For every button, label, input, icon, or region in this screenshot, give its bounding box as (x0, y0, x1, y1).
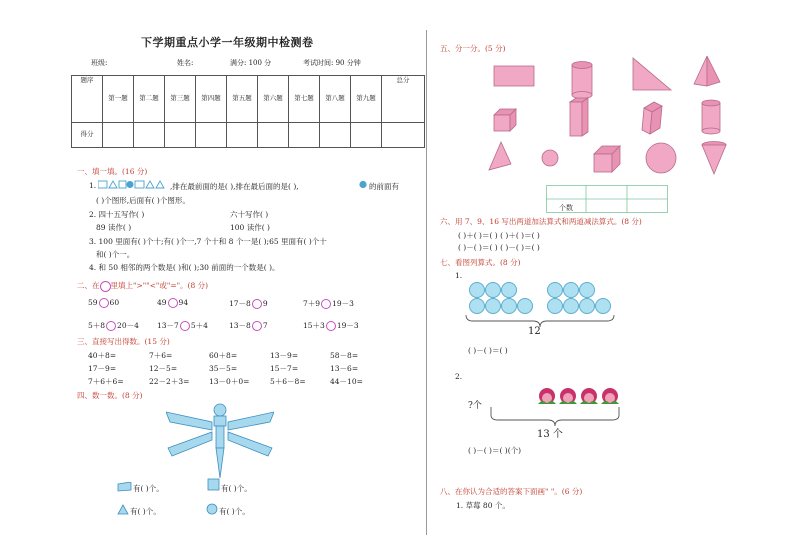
compare-left: 15＋3 (303, 321, 325, 330)
s7-q2-number: 2. (455, 372, 463, 381)
s7-question-count: ?个 (468, 401, 482, 411)
score-cell[interactable] (103, 123, 134, 148)
count-table-label: 个数 (559, 204, 573, 212)
circle-counter-icon (547, 282, 563, 298)
full-score-label: 满分: 100 分 (230, 59, 272, 67)
compare-left: 5＋8 (88, 321, 106, 330)
section-4-title: 四、数一数。(8 分) (77, 391, 143, 400)
class-label: 班级: (91, 59, 108, 67)
section-3-title: 三、直接写出得数。(15 分) (77, 337, 170, 346)
score-cell[interactable] (320, 123, 351, 148)
cuboid-shape (592, 142, 622, 174)
s8-q1: 1. 草莓 80 个。 (456, 501, 510, 510)
s7-total-13: 13 个 (537, 429, 563, 440)
compare-item (303, 320, 359, 331)
circle-counter-icon (485, 298, 501, 314)
dragonfly-figure (166, 402, 274, 480)
compare-right: 5＋4 (190, 321, 208, 330)
pyramid-shape (692, 54, 722, 88)
q1-text: ,排在最前面的是( ),排在最后面的是( ), (170, 182, 299, 191)
score-header: 第二题 (134, 76, 165, 123)
score-header: 第九题 (351, 76, 382, 123)
compare-item (157, 298, 188, 308)
compare-circle-icon[interactable] (106, 321, 116, 331)
s7-q1-number: 1. (455, 271, 463, 280)
q2-text-c: 89 读作( ) (96, 223, 132, 232)
q1-text-line2: ( )个图形,后面有( )个图形。 (96, 196, 190, 205)
score-header: 第七题 (289, 76, 320, 123)
score-cell[interactable] (134, 123, 165, 148)
compare-left: 13－8 (229, 321, 251, 330)
score-row-label: 得分 (72, 123, 103, 148)
name-label: 姓名: (177, 59, 194, 67)
q2-text-a: 2. 四十五写作( ) (89, 210, 145, 219)
q3-text-line2: 和( )个一。 (96, 250, 135, 259)
exam-time-label: 考试时间: 90 分钟 (303, 59, 361, 67)
score-cell[interactable] (289, 123, 320, 148)
q2-text-b: 六十写作( ) (230, 210, 269, 219)
circle-counter-icon (485, 282, 501, 298)
shape-sequence-icon (98, 180, 170, 190)
compare-circle-icon[interactable] (99, 298, 109, 308)
triangle-icon (117, 504, 129, 515)
section-8-title: 八、在你认为合适的答案下面画" "。(6 分) (440, 487, 583, 496)
compare-item (303, 298, 354, 309)
circle-counter-icon (563, 298, 579, 314)
score-cell[interactable] (382, 123, 425, 148)
circle-counter-icon (501, 298, 517, 314)
compare-circle-icon[interactable] (168, 298, 178, 308)
circle-counter-icon (579, 282, 595, 298)
compare-right: 19－3 (332, 299, 354, 308)
score-header: 总分 (382, 76, 425, 123)
column-divider (426, 30, 427, 535)
calc-item: 44－10= (330, 377, 363, 386)
score-table-header-row (72, 76, 425, 123)
circle-counter-icon (579, 298, 595, 314)
page-title: 下学期重点小学一年级期中检测卷 (141, 36, 314, 49)
compare-left: 17－8 (229, 299, 251, 308)
score-cell[interactable] (165, 123, 196, 148)
cube-shape (492, 107, 518, 133)
parallelogram-icon (117, 482, 132, 492)
tall-cuboid-shape (568, 96, 590, 138)
circle-counter-icon (595, 298, 611, 314)
s7-eq1: ( )－( )＝( ) (468, 346, 508, 355)
compare-circle-icon[interactable] (326, 321, 336, 331)
compare-right: 7 (262, 321, 268, 330)
calc-item: 13－9= (270, 351, 299, 360)
s7-eq2: ( )－( )＝( )(个) (468, 446, 522, 455)
score-header: 题序 (72, 76, 103, 123)
score-header: 第五题 (227, 76, 258, 123)
q2-text-d: 100 读作( ) (230, 223, 270, 232)
cone-shape (700, 140, 728, 176)
compare-circle-icon[interactable] (180, 321, 190, 331)
section-2-title: 二、在 里填上">""<"或"="。(8 分) (77, 281, 209, 290)
calc-item: 22－2＋3= (149, 377, 190, 386)
compare-right: 94 (178, 298, 189, 307)
compare-circle-icon[interactable] (321, 299, 331, 309)
compare-item (229, 320, 268, 331)
calc-item: 7＋6＋6= (88, 377, 124, 386)
rectangle-shape (493, 65, 535, 87)
compare-item (88, 298, 119, 308)
score-header: 第三题 (165, 76, 196, 123)
compare-left: 13－7 (157, 321, 179, 330)
q1-text-end: 的前面有 (369, 182, 399, 191)
calc-item: 58－8= (330, 351, 359, 360)
count-square: 有( )个。 (221, 484, 252, 493)
large-circle-shape (645, 142, 677, 174)
s6-subtraction-line: ( )－( )＝( ) ( )－( )＝( ) (458, 243, 540, 252)
compare-left: 59 (88, 298, 98, 307)
score-table-score-row (72, 123, 425, 148)
circle-counter-icon (469, 282, 485, 298)
q1-number: 1. (89, 181, 97, 190)
count-circle: 有( )个。 (219, 507, 250, 516)
compare-circle-icon[interactable] (252, 299, 262, 309)
compare-circle-icon[interactable] (252, 321, 262, 331)
score-cell[interactable] (258, 123, 289, 148)
score-table (71, 75, 425, 148)
circle-icon (206, 503, 218, 515)
brace-13 (490, 405, 620, 427)
compare-circle-icon (100, 281, 111, 292)
count-triangle: 有( )个。 (130, 507, 161, 516)
compare-right: 20－4 (117, 321, 139, 330)
circle-counter-icon (563, 282, 579, 298)
calc-item: 13－0＋0= (209, 377, 250, 386)
circle-counter-icon (517, 298, 533, 314)
circle-counter-icon (469, 298, 485, 314)
square-icon (207, 478, 220, 491)
compare-left: 49 (157, 298, 167, 307)
compare-right: 19－3 (336, 321, 359, 330)
compare-left: 7＋9 (303, 299, 321, 308)
compare-item (157, 320, 208, 331)
score-header: 第四题 (196, 76, 227, 123)
s6-addition-line: ( )＋( )＝( ) ( )＋( )＝( ) (458, 231, 540, 240)
calc-item: 5＋6－8= (270, 377, 306, 386)
compare-item (88, 320, 139, 331)
cone-side-shape (487, 140, 513, 172)
calc-item: 15－7= (270, 364, 299, 373)
score-cell[interactable] (227, 123, 258, 148)
cylinder-shape-2 (700, 98, 724, 136)
filled-circle-icon (359, 180, 367, 189)
small-circle-shape (541, 149, 559, 167)
section-5-title: 五、分一分。(5 分) (440, 44, 506, 53)
score-cell[interactable] (196, 123, 227, 148)
score-header: 第六题 (258, 76, 289, 123)
calc-item: 13－6= (330, 364, 359, 373)
cylinder-shape (570, 60, 594, 100)
section-7-title: 七、看图列算式。(8 分) (440, 258, 521, 267)
q3-text: 3. 100 里面有( )个十;有( )个一,7 个十和 8 个一是( );65 里面有( )个十 (89, 237, 327, 246)
compare-right: 9 (262, 299, 268, 308)
circle-counter-icon (501, 282, 517, 298)
s7-total-12: 12 (528, 326, 541, 337)
score-header: 第八题 (320, 76, 351, 123)
calc-item: 17－9= (88, 364, 117, 373)
calc-item: 35－5= (209, 364, 238, 373)
calc-item: 60＋8= (209, 351, 238, 360)
right-triangle-shape (631, 56, 673, 92)
score-header: 第一题 (103, 76, 134, 123)
tilted-cuboid-shape (640, 100, 666, 136)
circle-counter-icon (547, 298, 563, 314)
compare-right: 60 (109, 298, 120, 307)
calc-item: 40＋8= (88, 351, 117, 360)
q4-text: 4. 和 50 相邻的两个数是( )和( );30 前面的一个数是( )。 (89, 263, 280, 272)
section-1-title: 一、填一填。(16 分) (77, 167, 148, 176)
calc-item: 12－5= (149, 364, 178, 373)
compare-item (229, 298, 268, 309)
section-6-title: 六、用 7、9、16 写出两道加法算式和两道减法算式。(8 分) (440, 217, 642, 226)
calc-item: 7＋6= (149, 351, 173, 360)
count-parallelogram: 有( )个。 (133, 484, 164, 493)
score-cell[interactable] (351, 123, 382, 148)
